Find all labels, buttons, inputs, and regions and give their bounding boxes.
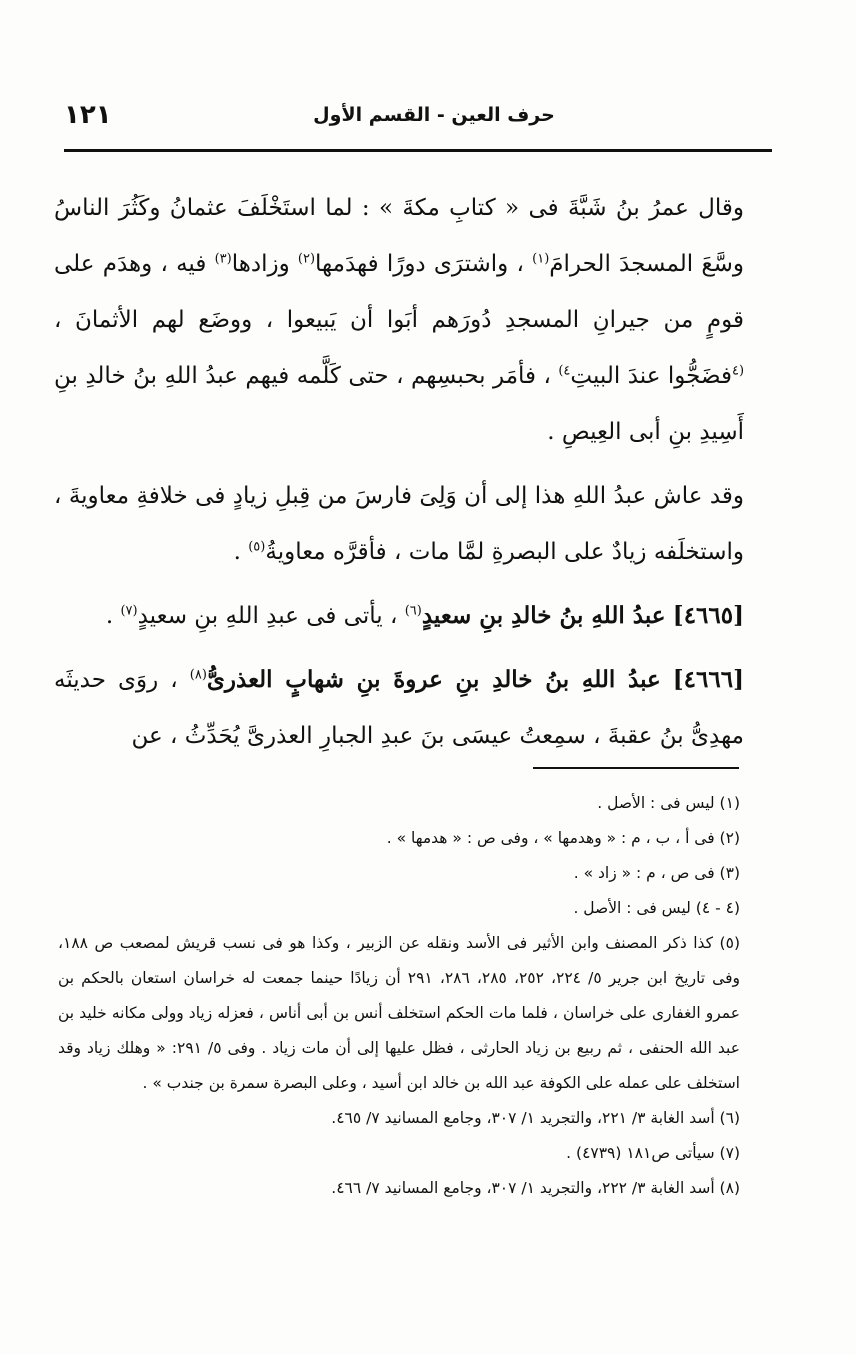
footnote-8: (٨) أسد الغابة ٣/ ٢٢٢، والتجريد ١/ ٣٠٧، وجامع المسانيد ٧/ ٤٦٦.	[331, 1179, 740, 1197]
footnote-ref-1: (١)	[532, 251, 550, 267]
footnote-ref-6: (٦)	[404, 603, 422, 619]
footnote-ref-5: (٥)	[248, 539, 266, 555]
footnote-3: (٣) فى ص ، م : « زاد » .	[573, 864, 740, 882]
footnote-ref-3: (٣)	[214, 251, 232, 267]
paragraph-2: وقد عاش عبدُ اللهِ هذا إلى أن وَلِىَ فارسَ من قِبلِ زيادٍ فى خلافةِ معاويةَ ، واستخلَفه زيادٌ على البصرةِ لمَّا مات ، فأقرَّه معاويةُ$^{(٥)}$ .	[54, 483, 744, 565]
footnote-2: (٢) فى أ ، ب ، م : « وهدمها » ، وفى ص : « هدمها » .	[386, 829, 740, 847]
footnote-4: (٤ - ٤) ليس فى : الأصل .	[573, 899, 740, 917]
entry-number: [٤٦٦٦]	[672, 666, 744, 693]
entry-4665: [٤٦٦٥] عبدُ اللهِ بنُ خالدِ بنِ سعيدٍ$^{(٦)}$ ، يأتى فى عبدِ اللهِ بنِ سعيدٍ$^{(٧)}$ .	[105, 602, 744, 629]
entry-4666: [٤٦٦٦] عبدُ اللهِ بنُ خالدِ بنِ عروةَ بنِ شهابٍ العذرىُّ$^{(٨)}$ ، روَى حديثَه مهدِىُّ بنُ عقبةَ ، سمِعتُ عيسَى بنَ عبدِ الجبارِ العذرىَّ يُحَدِّثُ ، عن	[54, 666, 744, 749]
footnote-6: (٦) أسد الغابة ٣/ ٢٢١، والتجريد ١/ ٣٠٧، وجامع المسانيد ٧/ ٤٦٥.	[331, 1109, 740, 1127]
footnote-ref-4-open: (٤	[731, 363, 745, 379]
footnote-ref-4-close: ٤)	[558, 363, 571, 379]
entry-heading: عبدُ اللهِ بنُ خالدِ بنِ عروةَ بنِ شهابٍ العذرىُّ	[206, 666, 661, 693]
header-rule	[64, 149, 772, 152]
running-title: حرف العين - القسم الأول	[313, 104, 555, 126]
footnote-separator	[533, 767, 739, 769]
footnote-5: (٥) كذا ذكر المصنف وابن الأثير فى الأسد ونقله عن الزبير ، وكذا هو فى نسب قريش لمصعب ص ١٨٨، وفى تاريخ ابن جرير ٥/ ٢٢٤، ٢٥٢، ٢٨٥، ٢٨٦، ٢٩١ أن زيادًا حينما جمعت له خراسان استعان بالحكم بن عمرو الغفارى على خراسان ، فلما مات الحكم استخلف أنس بن أبى أناس ، فعزله زياد وولى مكانه خليد بن عبد الله الحنفى ، ثم ربيع بن زياد الحارثى ، فظل عليها إلى أن مات زياد . وفى ٥/ ٢٩١: « وهلك زياد وقد استخلف على عمله على الكوفة عبد الله بن خالد ابن أسيد ، وعلى البصرة سمرة بن جندب » .	[58, 934, 740, 1092]
footnote-ref-7: (٧)	[120, 603, 138, 619]
page-number: ١٢١	[64, 100, 112, 130]
footnote-ref-2: (٢)	[297, 251, 316, 267]
page-header	[64, 100, 772, 140]
footnotes	[58, 786, 740, 1206]
entry-number: [٤٦٦٥]	[672, 602, 744, 629]
main-text	[54, 180, 744, 772]
footnote-1: (١) ليس فى : الأصل .	[597, 794, 740, 812]
entry-heading: عبدُ اللهِ بنُ خالدِ بنِ سعيدٍ	[421, 602, 666, 629]
paragraph-1: وقال عمرُ بنُ شَبَّةَ فى « كتابِ مكةَ » : لما استَخْلَفَ عثمانُ وكَثُرَ الناسُ وسَّعَ المسجدَ الحرامَ$^{(١)}$ ، واشترَى دورًا فهدَمها$^{(٢)}$ وزادها$^{(٣)}$ فيه ، وهدَم على قومٍ من جيرانِ المسجدِ دُورَهم أبَوا أن يَبيعوا ، ووضَع لهم الأثمانَ ، $^{(٤}$فضَجُّوا عندَ البيتِ$^{٤)}$ ، فأمَر بحبسِهم ، حتى كَلَّمه فيهم عبدُ اللهِ بنُ خالدِ بنِ أَسِيدِ بنِ أبى العِيصِ .	[54, 195, 745, 445]
footnote-ref-8: (٨)	[189, 667, 207, 683]
footnote-7: (٧) سيأتى ص١٨١ (٤٧٣٩) .	[566, 1144, 740, 1162]
